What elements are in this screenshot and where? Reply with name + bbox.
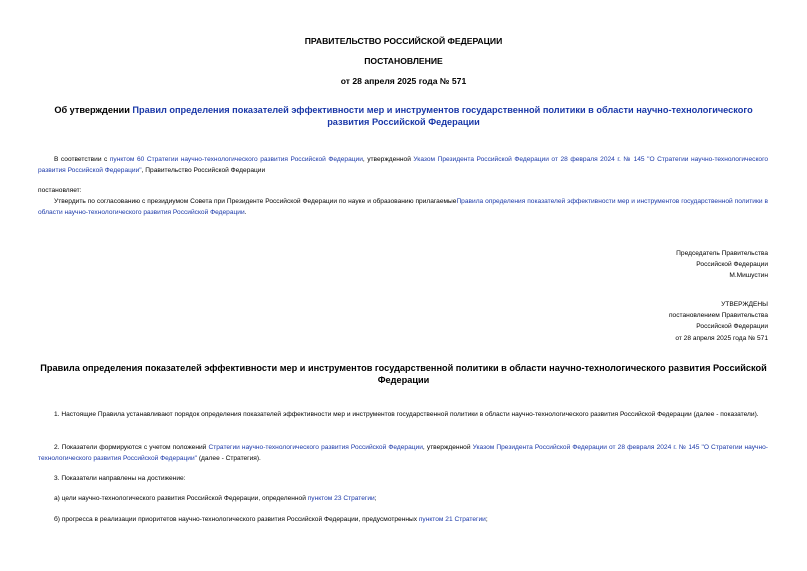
item2-text-3: (далее - Стратегия). <box>197 454 261 462</box>
item2-text-2: , утвержденной <box>422 444 473 451</box>
item2-strategy-link[interactable]: Стратегии научно-технологического развития Российской Федерации <box>208 444 423 451</box>
item3a-text-1: а) цели научно-технологического развития Российской Федерации, определенной <box>54 495 308 502</box>
president-decree-link[interactable]: Указом Президента Российской Федерации от 28 февраля 2024 г. № 145 "О Стратегии научно-технологического развития Российской Федерации" <box>38 156 769 174</box>
approved-rules-link[interactable]: Правила определения показателей эффективности мер и инструментов государственной политики в области научно-технологического развития Российской Федерации <box>38 198 768 216</box>
signature-line-3: М.Мишустин <box>729 272 768 280</box>
strategy-point-23-link[interactable]: пунктом 23 Стратегии <box>307 495 375 502</box>
rules-item-1: 1. Настоящие Правила устанавливают порядок определения показателей эффективности мер и инструментов государственной политики в области научно-технологического развития Российской Федерации (далее - показатели). <box>54 411 759 418</box>
approved-line-3: Российской Федерации <box>696 323 768 331</box>
preamble-text-3: , Правительство Российской Федерации <box>141 166 266 174</box>
item3b-text-2: ; <box>485 516 488 523</box>
approve-paragraph <box>38 197 768 218</box>
title-prefix: Об утверждении <box>54 105 133 115</box>
preamble-text-1: В соответствии с <box>54 156 110 163</box>
item3b-text-1: б) прогресса в реализации приоритетов научно-технологического развития Российской Федерации, предусмотренных <box>54 516 419 523</box>
document-title <box>40 104 767 128</box>
approved-line-2: постановлением Правительства <box>668 312 768 320</box>
approved-line-4: от 28 апреля 2025 года № 571 <box>675 334 768 342</box>
strategy-point-60-link[interactable]: пунктом 60 Стратегии научно-технологического развития Российской Федерации <box>109 156 363 163</box>
rules-item-3: 3. Показатели направлены на достижение: <box>54 475 186 482</box>
item2-text-1: 2. Показатели формируются с учетом положений <box>54 444 209 451</box>
rules-item-2 <box>38 443 768 464</box>
approve-text-1: Утвердить по согласованию с президиумом Совета при Президенте Российской Федерации по науке и образованию прилагаемые <box>54 198 457 205</box>
signature-line-2: Российской Федерации <box>696 261 768 269</box>
title-rules-link[interactable]: Правил определения показателей эффективности мер и инструментов государственной политики в области научно-технологического развития Российской Федерации <box>132 105 753 127</box>
resolves-text: постановляет: <box>38 187 82 194</box>
approve-text-2: . <box>244 208 247 216</box>
rules-title: Правила определения показателей эффективности мер и инструментов государственной политики в области научно-технологического развития Российской Федерации <box>40 363 767 385</box>
preamble-paragraph <box>38 155 768 176</box>
approved-stamp-block <box>669 299 768 344</box>
signature-line-1: Председатель Правительства <box>676 250 768 257</box>
signature-block <box>676 248 768 282</box>
item3a-text-2: ; <box>374 495 377 502</box>
strategy-point-21-link[interactable]: пунктом 21 Стратегии <box>418 516 486 523</box>
document-date-number: от 28 апреля 2025 года № 571 <box>340 76 467 86</box>
approved-line-1: УТВЕРЖДЕНЫ <box>721 301 768 308</box>
document-type: ПОСТАНОВЛЕНИЕ <box>364 56 443 66</box>
rules-item-3b <box>38 515 768 526</box>
government-heading: ПРАВИТЕЛЬСТВО РОССИЙСКОЙ ФЕДЕРАЦИИ <box>304 36 503 46</box>
preamble-text-2: , утвержденной <box>362 156 414 163</box>
item2-decree-link[interactable]: Указом Президента Российской Федерации от 28 февраля 2024 г. № 145 "О Стратегии научно-технологического развития Российской Федерации" <box>38 444 768 462</box>
rules-item-3a <box>38 494 768 505</box>
